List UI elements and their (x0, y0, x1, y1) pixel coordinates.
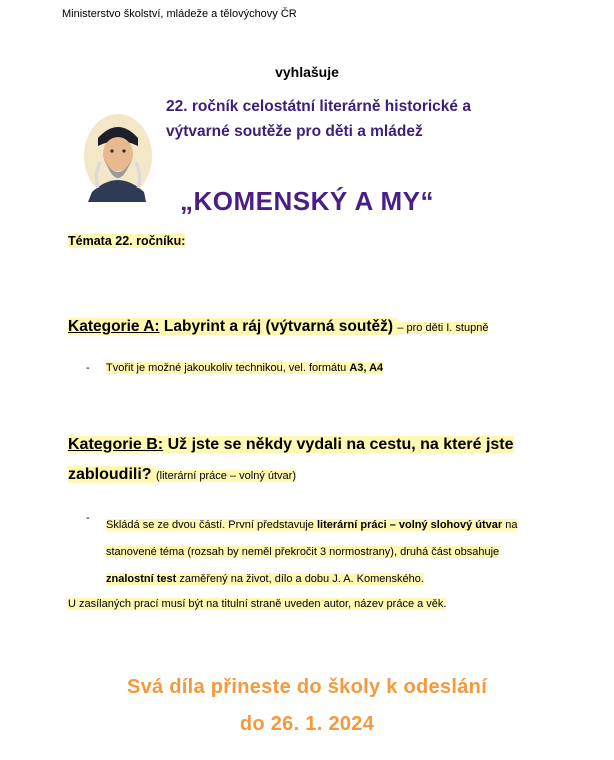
category-a-label: Kategorie A: (68, 318, 160, 335)
announces-heading: vyhlašuje (275, 64, 339, 80)
category-b-note: (literární práce – volný útvar) (156, 470, 296, 482)
subtitle-line-1: 22. ročník celostátní literárně historické a (166, 98, 471, 115)
category-a-bullet-text: Tvořit je možné jakoukoliv technikou, vel. formátu A3, A4 (106, 362, 384, 374)
ministry-name: Ministerstvo školství, mládeže a tělovýchovy ČR (62, 8, 297, 20)
topics-heading-text: Témata 22. ročníku: (68, 234, 186, 248)
subtitle-line-2: výtvarné soutěže pro děti a mládež (166, 123, 423, 140)
competition-title: „KOMENSKÝ A MY“ (179, 186, 435, 216)
submission-requirements (68, 598, 446, 610)
competition-subtitle (166, 94, 566, 144)
topics-heading (68, 234, 185, 248)
category-b-label: Kategorie B: (68, 436, 164, 453)
bullet-dash: - (86, 362, 90, 374)
submission-requirements-text: U zasílaných prací musí být na titulní straně uveden autor, název práce a věk. (68, 598, 447, 610)
category-b-heading (68, 430, 568, 491)
category-b-bullet-text: Skládá se ze dvou částí. První představuje literární práci – volný slohový útvar na stanovené téma (rozsah by neměl překročit 3 normostrany), druhá část obsahuje znalostní test zaměřený na život, dílo a dobu J. A. Komenského. (106, 519, 518, 585)
category-b-name: Už jste se někdy vydali na cestu, na které jste zabloudili? (68, 436, 514, 483)
category-a-audience: – pro děti I. stupně (397, 322, 489, 334)
submission-deadline: do 26. 1. 2024 (239, 713, 375, 735)
bullet-dash: - (86, 512, 90, 524)
category-a-format: A3, A4 (349, 362, 384, 374)
category-a-heading (68, 318, 488, 336)
submission-call: Svá díla přineste do školy k odeslání (126, 676, 488, 698)
category-a-name: Labyrint a ráj (výtvarná soutěž) (163, 318, 394, 335)
